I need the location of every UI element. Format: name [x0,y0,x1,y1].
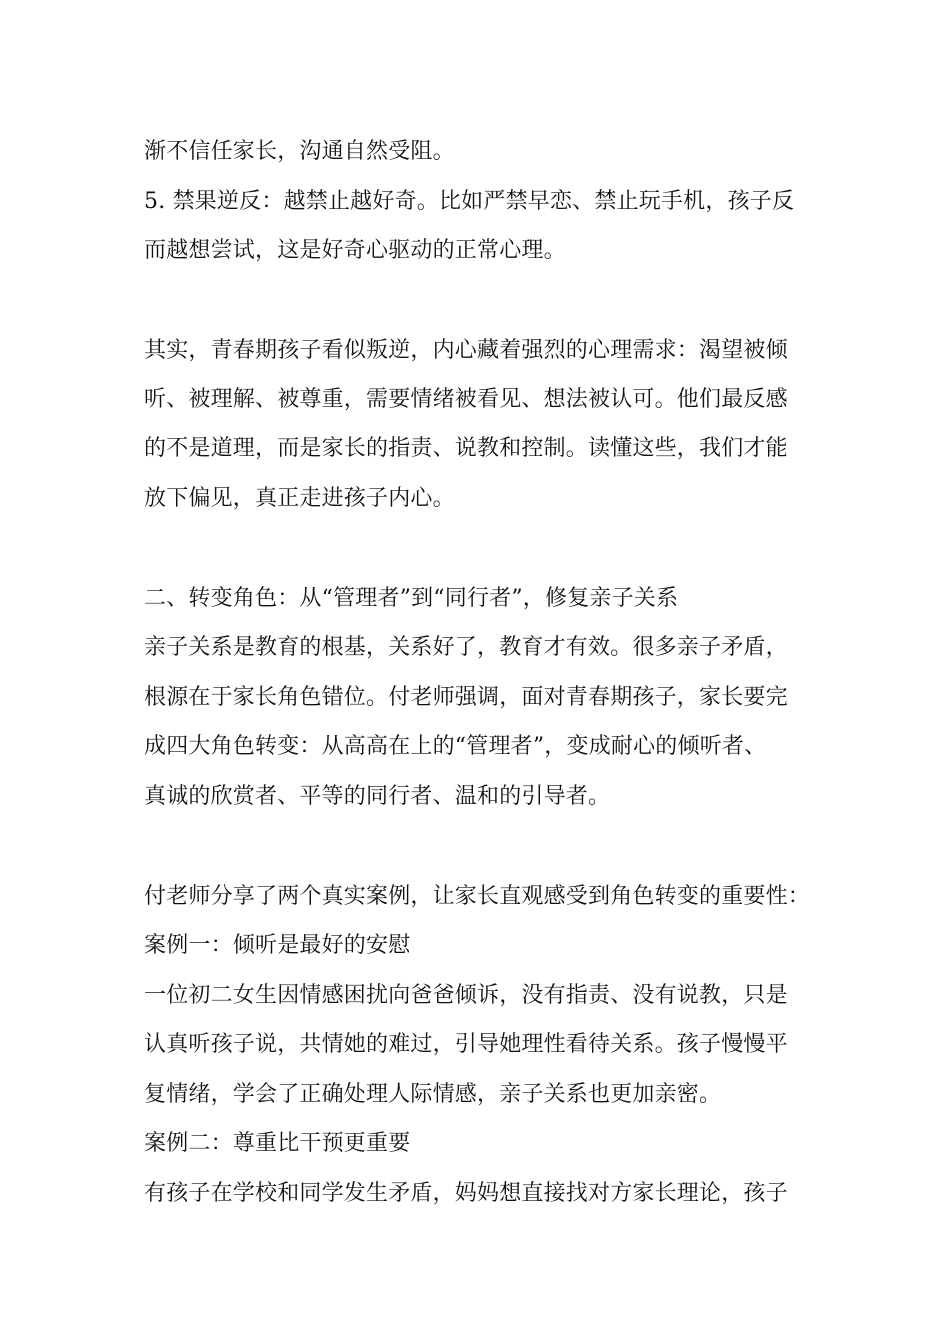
paragraph-line: 付老师分享了两个真实案例，让家长直观感受到角色转变的重要性： [144,884,811,909]
case-heading: 案例二：尊重比干预更重要 [144,1131,411,1156]
paragraph-line: 放下偏见，真正走进孩子内心。 [144,486,455,511]
section-heading: 二、转变角色：从“管理者”到“同行者”，修复亲子关系 [144,586,679,611]
paragraph-line: 成四大角色转变：从高高在上的“管理者”，变成耐心的倾听者、 [144,734,767,759]
case-heading: 案例一：倾听是最好的安慰 [144,933,411,958]
paragraph-line: 根源在于家长角色错位。付老师强调，面对青春期孩子，家长要完 [144,685,788,710]
paragraph-line: 的不是道理，而是家长的指责、说教和控制。读懂这些，我们才能 [144,436,788,461]
paragraph-line: 复情绪，学会了正确处理人际情感，亲子关系也更加亲密。 [144,1082,722,1107]
paragraph-line: 而越想尝试，这是好奇心驱动的正常心理。 [144,238,566,263]
paragraph-line: 听、被理解、被尊重，需要情绪被看见、想法被认可。他们最反感 [144,387,788,412]
paragraph-line: 有孩子在学校和同学发生矛盾，妈妈想直接找对方家长理论，孩子 [144,1181,788,1206]
paragraph-line: 5. 禁果逆反：越禁止越好奇。比如严禁早恋、禁止玩手机，孩子反 [144,189,795,214]
paragraph-line: 认真听孩子说，共情她的难过，引导她理性看待关系。孩子慢慢平 [144,1032,788,1057]
paragraph-line: 渐不信任家长，沟通自然受阻。 [144,139,455,164]
paragraph-line: 真诚的欣赏者、平等的同行者、温和的引导者。 [144,784,611,809]
paragraph-line: 亲子关系是教育的根基，关系好了，教育才有效。很多亲子矛盾， [144,635,788,660]
paragraph-line: 一位初二女生因情感困扰向爸爸倾诉，没有指责、没有说教，只是 [144,983,788,1008]
paragraph-line: 其实，青春期孩子看似叛逆，内心藏着强烈的心理需求：渴望被倾 [144,338,788,363]
